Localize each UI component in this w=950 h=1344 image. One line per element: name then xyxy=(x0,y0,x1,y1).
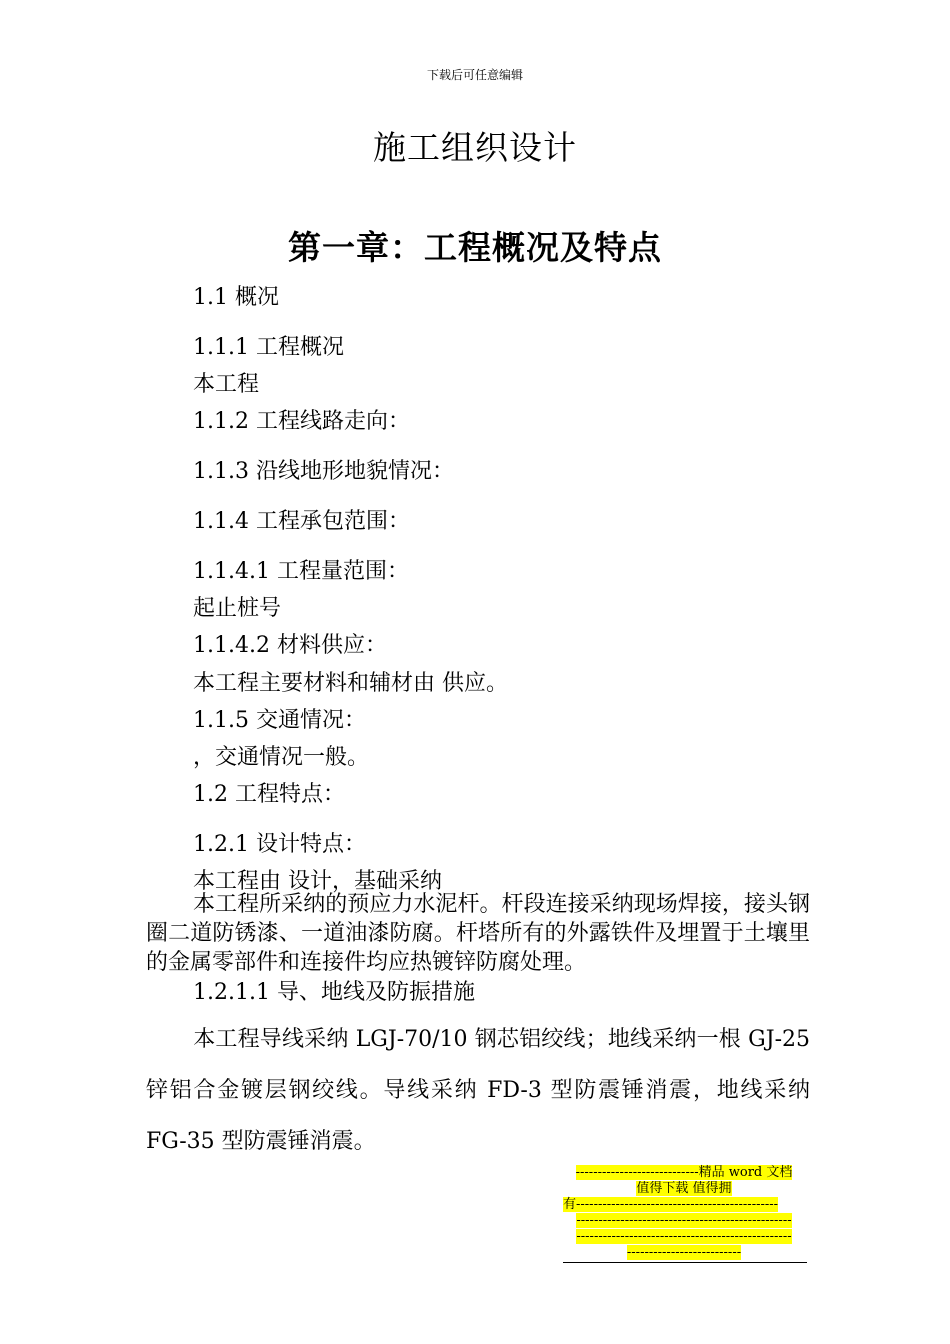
section-heading: 1.1.4 工程承包范围： xyxy=(193,509,410,534)
footer-line: ------------------------------------------------- xyxy=(576,1213,792,1228)
pole-paragraph xyxy=(146,890,810,977)
chapter-title: 第一章：工程概况及特点 xyxy=(288,228,662,267)
section-heading: 1.2.1 设计特点： xyxy=(193,832,366,857)
section-heading: 1.1.1 工程概况 xyxy=(193,335,344,360)
body-line: 起止桩号 xyxy=(193,596,282,621)
footer-line: ----------------------------精品 word 文档 xyxy=(575,1165,793,1180)
subsection-heading: 1.2.1.1 导、地线及防振措施 xyxy=(193,980,475,1005)
conductor-paragraph-text: 本工程导线采纳 LGJ-70/10 钢芯铝绞线；地线采纳一根 GJ-25 锌铝合金镀层钢绞线。导线采纳 FD-3 型防震锤消震，地线采纳 FG-35 型防震锤消震。 xyxy=(146,1027,810,1154)
section-heading: 1.2 工程特点： xyxy=(193,782,345,807)
footer-line: 有---------------------------------------------- xyxy=(563,1197,779,1212)
section-heading: 1.1 概况 xyxy=(193,285,279,310)
body-line: 本工程主要材料和辅材由 供应。 xyxy=(193,671,508,696)
footer-line: -------------------------- xyxy=(626,1245,742,1260)
section-heading: 1.1.5 交通情况： xyxy=(193,708,366,733)
pole-paragraph-text: 本工程所采纳的预应力水泥杆。杆段连接采纳现场焊接，接头钢圈二道防锈漆、一道油漆防腐。杆塔所有的外露铁件及埋置于土壤里的金属零部件和连接件均应热镀锌防腐处理。 xyxy=(146,892,810,975)
footer-rule xyxy=(563,1262,807,1263)
section-heading: 1.1.4.2 材料供应： xyxy=(193,633,387,658)
body-line: 本工程 xyxy=(193,372,260,397)
document-title: 施工组织设计 xyxy=(373,128,577,167)
footer-line: 值得下载 值得拥 xyxy=(636,1181,732,1196)
section-heading: 1.1.2 工程线路走向： xyxy=(193,409,410,434)
conductor-paragraph xyxy=(146,1014,810,1167)
footer-watermark xyxy=(563,1165,805,1261)
body-line: 本工程由 设计，基础采纳 xyxy=(193,869,442,894)
body-line: ，交通情况一般。 xyxy=(193,745,370,770)
section-heading: 1.1.4.1 工程量范围： xyxy=(193,559,409,584)
section-heading: 1.1.3 沿线地形地貌情况： xyxy=(193,459,454,484)
footer-line: ------------------------------------------------- xyxy=(576,1229,792,1244)
header-note: 下载后可任意编辑 xyxy=(426,68,523,82)
